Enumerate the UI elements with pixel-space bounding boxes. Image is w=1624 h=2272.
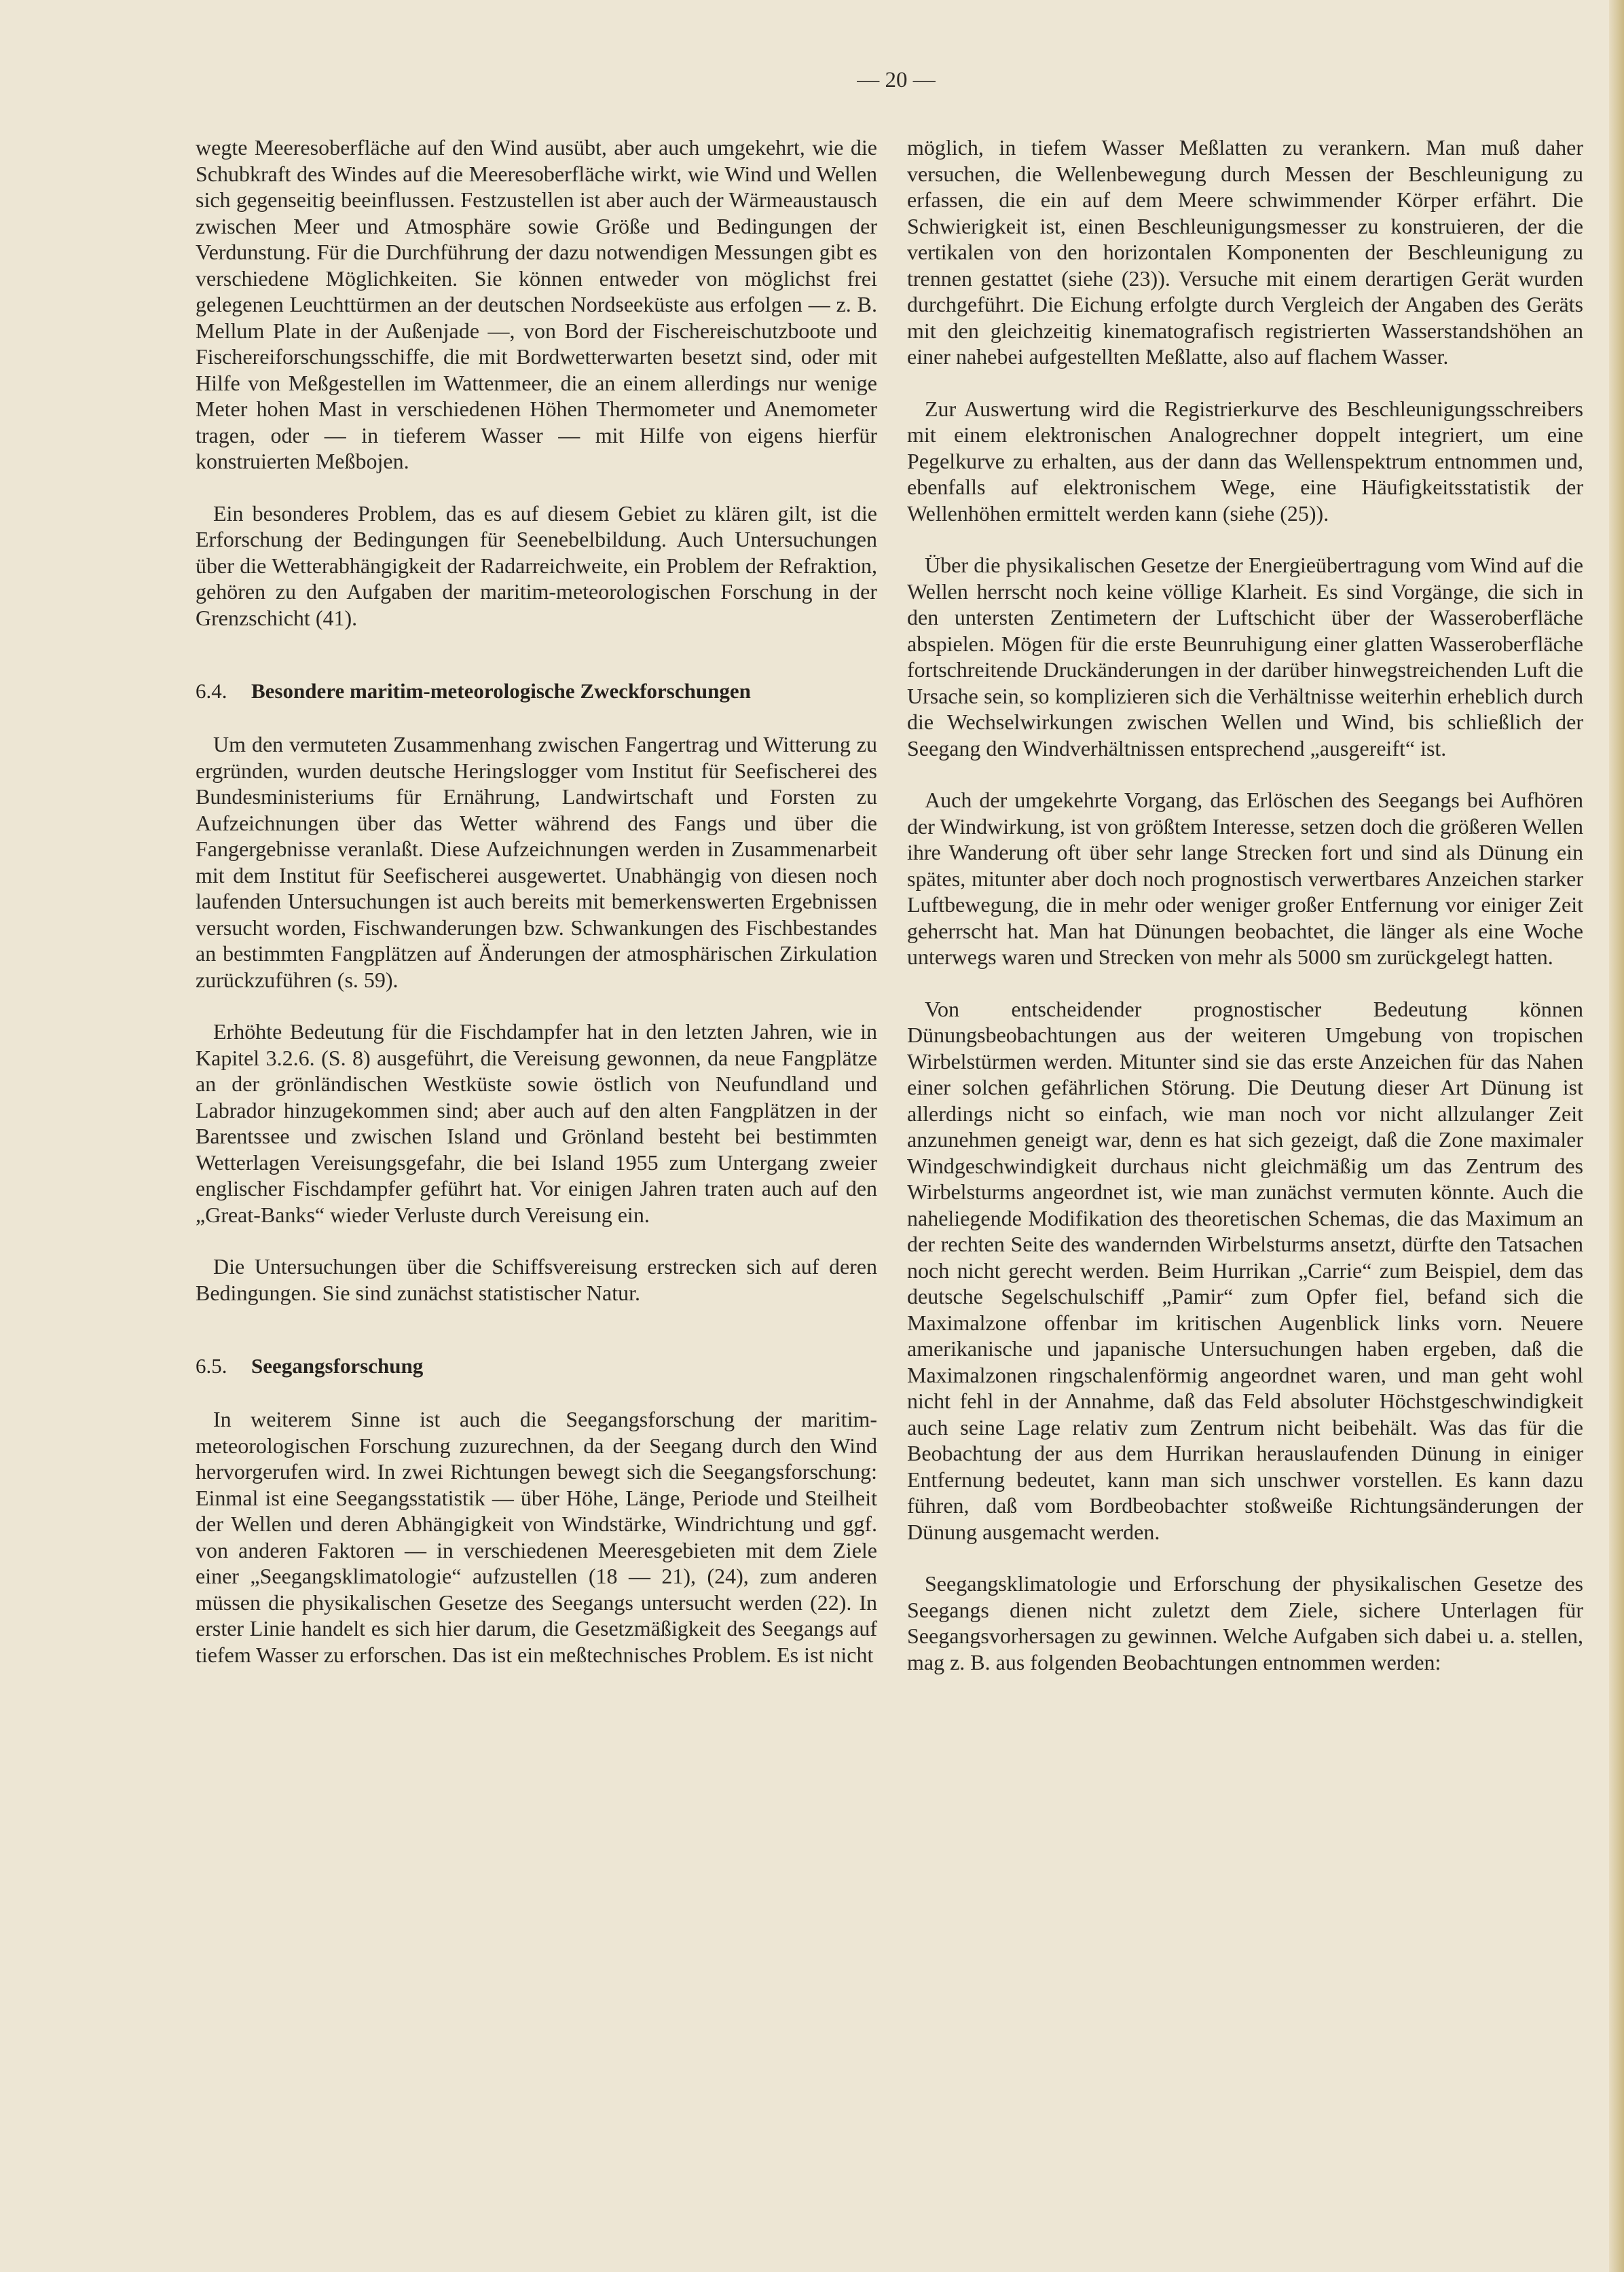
paragraph: wegte Meeresoberfläche auf den Wind ausübt, aber auch umgekehrt, wie die Schubkraft des Windes auf die Meeresoberfläche wirkt, wie Wind und Wellen sich gegenseitig beeinflussen. Festzustellen ist aber auch der Wärmeaustausch zwischen Meer und Atmosphäre sowie Größe und Bedingungen der Verdunstung. Für die Durchführung der dazu notwendigen Messungen gibt es verschiedene Möglichkeiten. Sie können entweder von möglichst frei gelegenen Leuchttürmen an der deutschen Nordseeküste aus erfolgen — z. B. Mellum Plate in der Außenjade —, von Bord der Fischereischutzboote und Fischereiforschungsschiffe, die mit Bordwetterwarten besetzt sind, oder mit Hilfe von Meßgestellen im Wattenmeer, die an einem allerdings nur wenige Meter hohen Mast in verschiedenen Höhen Thermometer und Anemometer tragen, oder — in tieferem Wasser — mit Hilfe von eigens hierfür konstruierten Meßbojen.: [196, 135, 877, 473]
section-title: Besondere maritim-meteorologische Zweckforschungen: [251, 679, 751, 703]
paragraph: Ein besonderes Problem, das es auf diesem Gebiet zu klären gilt, ist die Erforschung der Bedingungen für Seenebelbildung. Auch Untersuchungen über die Wetterabhängigkeit der Radarreichweite, ein Problem der Refraktion, gehören zu den Aufgaben der maritim-meteorologischen Forschung in der Grenzschicht (41).: [196, 500, 877, 630]
paragraph: möglich, in tiefem Wasser Meßlatten zu verankern. Man muß daher versuchen, die Wellenbewegung durch Messen der Beschleunigung zu erfassen, die ein auf dem Meere schwimmender Körper erfährt. Die Schwierigkeit ist, einen Beschleunigungsmesser zu konstruieren, der die vertikalen von den horizontalen Komponenten der Beschleunigung zu trennen gestattet (siehe (23)). Versuche mit einem derartigen Gerät wurden durchgeführt. Die Eichung erfolgte durch Vergleich der Angaben des Geräts mit den gleichzeitig kinematografisch registrierten Wasserstandshöhen an einer nahebei aufgestellten Meßlatte, also auf flachem Wasser.: [907, 135, 1583, 369]
section-heading-6-4: [196, 678, 877, 704]
paragraph: Über die physikalischen Gesetze der Energieübertragung vom Wind auf die Wellen herrscht noch keine völlige Klarheit. Es sind Vorgänge, die sich in den untersten Zentimetern der Luftschicht über der Wasseroberfläche abspielen. Mögen für die erste Beunruhigung einer glatten Wasseroberfläche fortschreitende Druckänderungen in der darüber hinwegstreichenden Luft die Ursache sein, so komplizieren sich die Verhältnisse weiterhin erheblich durch die Wechselwirkungen zwischen Wellen und Wind, bis schließlich der Seegang den Windverhältnissen entsprechend „ausgereift“ ist.: [907, 553, 1583, 761]
paragraph: Erhöhte Bedeutung für die Fischdampfer hat in den letzten Jahren, wie in Kapitel 3.2.6. (S. 8) ausgeführt, die Vereisung gewonnen, da neue Fangplätze an der grönländischen Westküste sowie östlich von Neufundland und Labrador hinzugekommen sind; aber auch auf den alten Fangplätzen in der Barentssee und zwischen Island und Grönland besteht bei bestimmten Wetterlagen Vereisungsgefahr, die bei Island 1955 zum Untergang zweier englischer Fischdampfer geführt hat. Vor einigen Jahren traten auch auf den „Great-Banks“ wieder Verluste durch Vereisung ein.: [196, 1019, 877, 1227]
paragraph: Seegangsklimatologie und Erforschung der physikalischen Gesetze des Seegangs dienen nicht zuletzt dem Ziele, sichere Unterlagen für Seegangsvorhersagen zu gewinnen. Welche Aufgaben sich dabei u. a. stellen, mag z. B. aus folgenden Beobachtungen entnommen werden:: [907, 1571, 1583, 1674]
paragraph: Um den vermuteten Zusammenhang zwischen Fangertrag und Witterung zu ergründen, wurden deutsche Heringslogger vom Institut für Seefischerei des Bundesministeriums für Ernährung, Landwirtschaft und Forsten zu Aufzeichnungen über das Wetter während des Fangs und über die Fangergebnisse veranlaßt. Diese Aufzeichnungen werden in Zusammenarbeit mit dem Institut für Seefischerei ausgewertet. Unabhängig von diesen noch laufenden Untersuchungen ist auch bereits mit bemerkenswerten Ergebnissen versucht worden, Fischwanderungen bzw. Schwankungen des Fischbestandes an bestimmten Fangplätzen auf Änderungen der atmosphärischen Zirkulation zurückzuführen (s. 59).: [196, 732, 877, 992]
section-title: Seegangsforschung: [251, 1354, 424, 1378]
paragraph: Zur Auswertung wird die Registrierkurve des Beschleunigungsschreibers mit einem elektronischen Analogrechner doppelt integriert, um eine Pegelkurve zu erhalten, aus der dann das Wellenspektrum entnommen und, ebenfalls auf elektronischem Wege, eine Häufigkeitsstatistik der Wellenhöhen ermittelt werden kann (siehe (25)).: [907, 396, 1583, 526]
left-column: [196, 134, 877, 1693]
paragraph: In weiterem Sinne ist auch die Seegangsforschung der maritim-meteorologischen Forschung zuzurechnen, da der Seegang durch den Wind hervorgerufen wird. In zwei Richtungen bewegt sich die Seegangsforschung: Einmal ist eine Seegangsstatistik — über Höhe, Länge, Periode und Steilheit der Wellen und deren Abhängigkeit von Windstärke, Windrichtung und ggf. von anderen Faktoren — in verschiedenen Meeresgebieten mit dem Ziele einer „Seegangsklimatologie“ aufzustellen (18 — 21), (24), zum anderen müssen die physikalischen Gesetze des Seegangs untersucht werden (22). In erster Linie handelt es sich hier darum, die Gesetzmäßigkeit des Seegangs auf tiefem Wasser zu erforschen. Das ist ein meßtechnisches Problem. Es ist nicht: [196, 1407, 877, 1667]
section-heading-6-5: [196, 1353, 877, 1379]
section-number: 6.4.: [196, 679, 227, 703]
paragraph: Von entscheidender prognostischer Bedeutung können Dünungsbeobachtungen aus der weiteren Umgebung von tropischen Wirbelstürmen werden. Mitunter sind sie das erste Anzeichen für das Nahen einer solchen gefährlichen Störung. Die Deutung dieser Art Dünung ist allerdings nicht so einfach, wie man noch vor nicht allzulanger Zeit anzunehmen geneigt war, denn es hat sich gezeigt, daß die Zone maximaler Windgeschwindigkeit durchaus nicht gleichmäßig um das Zentrum des Wirbelsturms angeordnet ist, wie man zunächst vermuten könnte. Auch die naheliegende Modifikation des theoretischen Schemas, die das Maximum an der rechten Seite des wandernden Wirbelsturms ansetzt, dürfte den Tatsachen noch nicht gerecht werden. Beim Hurrikan „Carrie“ zum Beispiel, dem das deutsche Segelschulschiff „Pamir“ zum Opfer fiel, befand sich die Maximalzone offenbar im kritischen Augenblick links vorn. Neuere amerikanische und japanische Untersuchungen haben ergeben, daß die Maximalzonen ringschalenförmig angeordnet waren, und man geht wohl nicht fehl in der Annahme, daß das Feld absoluter Höchstgeschwindigkeit auch seine Lage relativ zum Zentrum nicht beibehält. Was das für die Beobachtung der aus dem Hurrikan herauslaufenden Dünung in einiger Entfernung bedeutet, kann man sich unschwer vorstellen. Es kann dazu führen, daß vom Bordbeobachter stoßweiße Richtungsänderungen der Dünung ausgemacht werden.: [907, 996, 1583, 1544]
right-column: [907, 134, 1583, 1701]
paragraph: Auch der umgekehrte Vorgang, das Erlöschen des Seegangs bei Aufhören der Windwirkung, ist von größtem Interesse, setzen doch die größeren Wellen ihre Wanderung oft über sehr lange Strecken fort und sind als Dünung ein spätes, mitunter aber doch noch prognostisch verwertbares Anzeichen starker Luftbewegung, die in mehr oder weniger großer Entfernung vor einiger Zeit geherrscht hat. Man hat Dünungen beobachtet, die länger als eine Woche unterwegs waren und Strecken von mehr als 5000 sm zurückgelegt hatten.: [907, 788, 1583, 969]
paragraph: Die Untersuchungen über die Schiffsvereisung erstrecken sich auf deren Bedingungen. Sie sind zunächst statistischer Natur.: [196, 1254, 877, 1305]
section-number: 6.5.: [196, 1354, 227, 1378]
page-edge-shadow: [1609, 0, 1624, 2272]
page-number: — 20 —: [857, 68, 936, 92]
